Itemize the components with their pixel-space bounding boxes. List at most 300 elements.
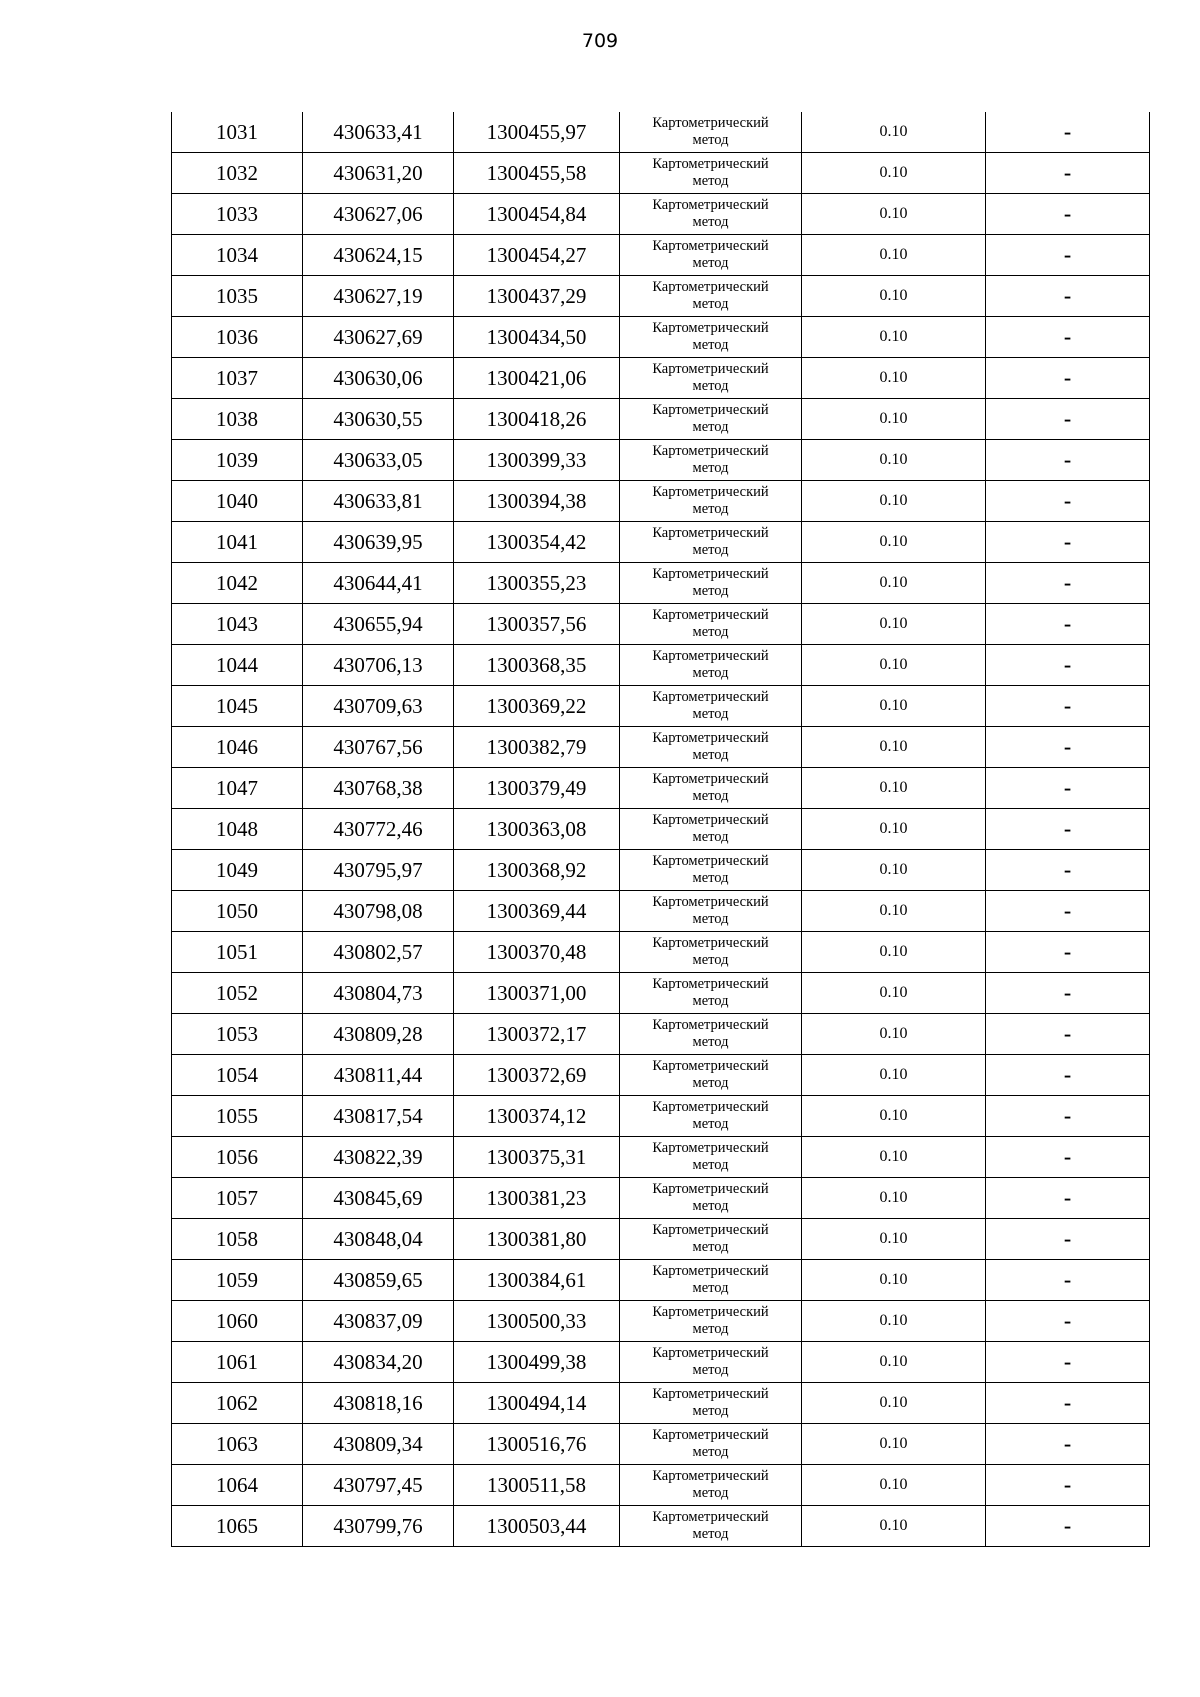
method-cell (620, 1137, 802, 1178)
point-number-cell: 1053 (172, 1014, 303, 1055)
point-number-cell: 1049 (172, 850, 303, 891)
x-coordinate-cell: 430633,41 (303, 112, 454, 153)
method-line-2: метод (692, 296, 729, 312)
y-coordinate-cell: 1300354,42 (454, 522, 620, 563)
method-line-1: Картометрический (652, 771, 769, 787)
point-number-cell: 1052 (172, 973, 303, 1014)
method-cell (620, 358, 802, 399)
table-row (172, 604, 1150, 645)
x-coordinate-cell: 430859,65 (303, 1260, 454, 1301)
y-coordinate-cell: 1300382,79 (454, 727, 620, 768)
point-number-cell: 1044 (172, 645, 303, 686)
note-cell: - (986, 1383, 1150, 1424)
table-row (172, 317, 1150, 358)
method-line-2: метод (692, 1239, 729, 1255)
method-line-1: Картометрический (652, 1427, 769, 1443)
x-coordinate-cell: 430848,04 (303, 1219, 454, 1260)
method-line-1: Картометрический (652, 1140, 769, 1156)
accuracy-cell: 0.10 (802, 1014, 986, 1055)
accuracy-cell: 0.10 (802, 1342, 986, 1383)
x-coordinate-cell: 430709,63 (303, 686, 454, 727)
x-coordinate-cell: 430630,55 (303, 399, 454, 440)
accuracy-cell: 0.10 (802, 1055, 986, 1096)
method-cell (620, 1178, 802, 1219)
method-cell (620, 1465, 802, 1506)
table-row (172, 563, 1150, 604)
method-line-2: метод (692, 706, 729, 722)
table-row (172, 686, 1150, 727)
table-row (172, 235, 1150, 276)
point-number-cell: 1039 (172, 440, 303, 481)
method-cell (620, 645, 802, 686)
table-row (172, 1096, 1150, 1137)
method-line-1: Картометрический (652, 1304, 769, 1320)
accuracy-cell: 0.10 (802, 358, 986, 399)
note-cell: - (986, 1055, 1150, 1096)
note-cell: - (986, 235, 1150, 276)
x-coordinate-cell: 430706,13 (303, 645, 454, 686)
y-coordinate-cell: 1300370,48 (454, 932, 620, 973)
method-cell (620, 563, 802, 604)
accuracy-cell: 0.10 (802, 522, 986, 563)
method-line-1: Картометрический (652, 156, 769, 172)
note-cell: - (986, 399, 1150, 440)
method-line-1: Картометрический (652, 1099, 769, 1115)
table-row (172, 1137, 1150, 1178)
x-coordinate-cell: 430767,56 (303, 727, 454, 768)
point-number-cell: 1047 (172, 768, 303, 809)
point-number-cell: 1051 (172, 932, 303, 973)
method-line-2: метод (692, 1485, 729, 1501)
accuracy-cell: 0.10 (802, 604, 986, 645)
note-cell: - (986, 932, 1150, 973)
method-line-2: метод (692, 1157, 729, 1173)
method-line-1: Картометрический (652, 197, 769, 213)
method-line-1: Картометрический (652, 607, 769, 623)
accuracy-cell: 0.10 (802, 1301, 986, 1342)
x-coordinate-cell: 430837,09 (303, 1301, 454, 1342)
accuracy-cell: 0.10 (802, 1219, 986, 1260)
method-line-2: метод (692, 747, 729, 763)
y-coordinate-cell: 1300516,76 (454, 1424, 620, 1465)
x-coordinate-cell: 430627,69 (303, 317, 454, 358)
y-coordinate-cell: 1300500,33 (454, 1301, 620, 1342)
note-cell: - (986, 768, 1150, 809)
x-coordinate-cell: 430795,97 (303, 850, 454, 891)
coordinates-table-body (172, 112, 1150, 1547)
y-coordinate-cell: 1300372,69 (454, 1055, 620, 1096)
accuracy-cell: 0.10 (802, 1465, 986, 1506)
method-line-1: Картометрический (652, 402, 769, 418)
y-coordinate-cell: 1300399,33 (454, 440, 620, 481)
method-line-1: Картометрический (652, 566, 769, 582)
y-coordinate-cell: 1300421,06 (454, 358, 620, 399)
method-line-1: Картометрический (652, 935, 769, 951)
table-row (172, 645, 1150, 686)
method-cell (620, 399, 802, 440)
accuracy-cell: 0.10 (802, 440, 986, 481)
x-coordinate-cell: 430822,39 (303, 1137, 454, 1178)
point-number-cell: 1059 (172, 1260, 303, 1301)
y-coordinate-cell: 1300418,26 (454, 399, 620, 440)
method-cell (620, 1014, 802, 1055)
y-coordinate-cell: 1300375,31 (454, 1137, 620, 1178)
point-number-cell: 1063 (172, 1424, 303, 1465)
note-cell: - (986, 1465, 1150, 1506)
accuracy-cell: 0.10 (802, 317, 986, 358)
method-line-1: Картометрический (652, 812, 769, 828)
method-line-1: Картометрический (652, 115, 769, 131)
y-coordinate-cell: 1300394,38 (454, 481, 620, 522)
note-cell: - (986, 112, 1150, 153)
table-row (172, 1055, 1150, 1096)
point-number-cell: 1057 (172, 1178, 303, 1219)
point-number-cell: 1046 (172, 727, 303, 768)
note-cell: - (986, 440, 1150, 481)
y-coordinate-cell: 1300499,38 (454, 1342, 620, 1383)
accuracy-cell: 0.10 (802, 850, 986, 891)
method-line-2: метод (692, 911, 729, 927)
table-row (172, 809, 1150, 850)
method-cell (620, 235, 802, 276)
y-coordinate-cell: 1300355,23 (454, 563, 620, 604)
table-row (172, 522, 1150, 563)
method-line-2: метод (692, 419, 729, 435)
y-coordinate-cell: 1300381,23 (454, 1178, 620, 1219)
method-line-1: Картометрический (652, 1263, 769, 1279)
note-cell: - (986, 317, 1150, 358)
method-cell (620, 1383, 802, 1424)
y-coordinate-cell: 1300503,44 (454, 1506, 620, 1547)
note-cell: - (986, 522, 1150, 563)
note-cell: - (986, 850, 1150, 891)
x-coordinate-cell: 430818,16 (303, 1383, 454, 1424)
method-line-2: метод (692, 1198, 729, 1214)
method-line-2: метод (692, 1034, 729, 1050)
x-coordinate-cell: 430772,46 (303, 809, 454, 850)
point-number-cell: 1040 (172, 481, 303, 522)
point-number-cell: 1056 (172, 1137, 303, 1178)
accuracy-cell: 0.10 (802, 932, 986, 973)
note-cell: - (986, 645, 1150, 686)
y-coordinate-cell: 1300454,84 (454, 194, 620, 235)
table-row (172, 1506, 1150, 1547)
table-row (172, 112, 1150, 153)
method-cell (620, 1260, 802, 1301)
accuracy-cell: 0.10 (802, 686, 986, 727)
table-row (172, 194, 1150, 235)
method-cell (620, 891, 802, 932)
method-line-1: Картометрический (652, 648, 769, 664)
table-row (172, 1424, 1150, 1465)
method-cell (620, 973, 802, 1014)
table-row (172, 1342, 1150, 1383)
method-line-2: метод (692, 214, 729, 230)
note-cell: - (986, 481, 1150, 522)
point-number-cell: 1033 (172, 194, 303, 235)
accuracy-cell: 0.10 (802, 194, 986, 235)
x-coordinate-cell: 430845,69 (303, 1178, 454, 1219)
y-coordinate-cell: 1300368,35 (454, 645, 620, 686)
y-coordinate-cell: 1300369,44 (454, 891, 620, 932)
accuracy-cell: 0.10 (802, 276, 986, 317)
method-line-2: метод (692, 993, 729, 1009)
y-coordinate-cell: 1300371,00 (454, 973, 620, 1014)
note-cell: - (986, 358, 1150, 399)
x-coordinate-cell: 430799,76 (303, 1506, 454, 1547)
table-row (172, 1014, 1150, 1055)
method-line-2: метод (692, 870, 729, 886)
point-number-cell: 1065 (172, 1506, 303, 1547)
y-coordinate-cell: 1300437,29 (454, 276, 620, 317)
y-coordinate-cell: 1300381,80 (454, 1219, 620, 1260)
method-line-1: Картометрический (652, 730, 769, 746)
note-cell: - (986, 1178, 1150, 1219)
method-cell (620, 768, 802, 809)
method-line-1: Картометрический (652, 853, 769, 869)
accuracy-cell: 0.10 (802, 973, 986, 1014)
note-cell: - (986, 153, 1150, 194)
method-cell (620, 686, 802, 727)
table-row (172, 153, 1150, 194)
method-line-2: метод (692, 1444, 729, 1460)
method-line-1: Картометрический (652, 894, 769, 910)
method-line-1: Картометрический (652, 443, 769, 459)
method-line-1: Картометрический (652, 1345, 769, 1361)
method-line-1: Картометрический (652, 1509, 769, 1525)
table-row (172, 399, 1150, 440)
note-cell: - (986, 1260, 1150, 1301)
x-coordinate-cell: 430768,38 (303, 768, 454, 809)
method-line-1: Картометрический (652, 1017, 769, 1033)
method-line-2: метод (692, 378, 729, 394)
y-coordinate-cell: 1300372,17 (454, 1014, 620, 1055)
x-coordinate-cell: 430797,45 (303, 1465, 454, 1506)
method-line-2: метод (692, 542, 729, 558)
x-coordinate-cell: 430811,44 (303, 1055, 454, 1096)
method-line-2: метод (692, 173, 729, 189)
accuracy-cell: 0.10 (802, 1260, 986, 1301)
accuracy-cell: 0.10 (802, 481, 986, 522)
accuracy-cell: 0.10 (802, 1178, 986, 1219)
point-number-cell: 1042 (172, 563, 303, 604)
accuracy-cell: 0.10 (802, 153, 986, 194)
accuracy-cell: 0.10 (802, 235, 986, 276)
method-cell (620, 1424, 802, 1465)
accuracy-cell: 0.10 (802, 645, 986, 686)
x-coordinate-cell: 430809,34 (303, 1424, 454, 1465)
y-coordinate-cell: 1300434,50 (454, 317, 620, 358)
x-coordinate-cell: 430630,06 (303, 358, 454, 399)
y-coordinate-cell: 1300455,97 (454, 112, 620, 153)
point-number-cell: 1055 (172, 1096, 303, 1137)
method-cell (620, 440, 802, 481)
point-number-cell: 1032 (172, 153, 303, 194)
accuracy-cell: 0.10 (802, 1424, 986, 1465)
method-line-2: метод (692, 501, 729, 517)
x-coordinate-cell: 430798,08 (303, 891, 454, 932)
method-line-1: Картометрический (652, 1222, 769, 1238)
point-number-cell: 1035 (172, 276, 303, 317)
note-cell: - (986, 727, 1150, 768)
x-coordinate-cell: 430639,95 (303, 522, 454, 563)
table-row (172, 1301, 1150, 1342)
point-number-cell: 1054 (172, 1055, 303, 1096)
accuracy-cell: 0.10 (802, 1096, 986, 1137)
point-number-cell: 1062 (172, 1383, 303, 1424)
method-line-1: Картометрический (652, 361, 769, 377)
x-coordinate-cell: 430804,73 (303, 973, 454, 1014)
accuracy-cell: 0.10 (802, 563, 986, 604)
note-cell: - (986, 1506, 1150, 1547)
note-cell: - (986, 809, 1150, 850)
method-line-2: метод (692, 1403, 729, 1419)
accuracy-cell: 0.10 (802, 112, 986, 153)
x-coordinate-cell: 430631,20 (303, 153, 454, 194)
note-cell: - (986, 1342, 1150, 1383)
method-line-1: Картометрический (652, 484, 769, 500)
note-cell: - (986, 973, 1150, 1014)
method-cell (620, 1301, 802, 1342)
note-cell: - (986, 276, 1150, 317)
x-coordinate-cell: 430809,28 (303, 1014, 454, 1055)
point-number-cell: 1061 (172, 1342, 303, 1383)
method-cell (620, 809, 802, 850)
note-cell: - (986, 1014, 1150, 1055)
table-row (172, 276, 1150, 317)
point-number-cell: 1060 (172, 1301, 303, 1342)
method-line-2: метод (692, 1321, 729, 1337)
method-line-2: метод (692, 952, 729, 968)
x-coordinate-cell: 430655,94 (303, 604, 454, 645)
table-row (172, 932, 1150, 973)
point-number-cell: 1048 (172, 809, 303, 850)
method-line-2: метод (692, 132, 729, 148)
method-cell (620, 153, 802, 194)
method-line-2: метод (692, 1526, 729, 1542)
method-line-2: метод (692, 1075, 729, 1091)
method-cell (620, 1055, 802, 1096)
y-coordinate-cell: 1300379,49 (454, 768, 620, 809)
y-coordinate-cell: 1300369,22 (454, 686, 620, 727)
note-cell: - (986, 604, 1150, 645)
point-number-cell: 1058 (172, 1219, 303, 1260)
method-cell (620, 1219, 802, 1260)
table-row (172, 891, 1150, 932)
y-coordinate-cell: 1300494,14 (454, 1383, 620, 1424)
method-line-1: Картометрический (652, 1386, 769, 1402)
note-cell: - (986, 1096, 1150, 1137)
method-line-2: метод (692, 624, 729, 640)
x-coordinate-cell: 430644,41 (303, 563, 454, 604)
coordinates-table (171, 112, 1150, 1547)
y-coordinate-cell: 1300363,08 (454, 809, 620, 850)
point-number-cell: 1037 (172, 358, 303, 399)
method-cell (620, 727, 802, 768)
note-cell: - (986, 563, 1150, 604)
point-number-cell: 1045 (172, 686, 303, 727)
point-number-cell: 1031 (172, 112, 303, 153)
x-coordinate-cell: 430633,05 (303, 440, 454, 481)
note-cell: - (986, 1137, 1150, 1178)
y-coordinate-cell: 1300368,92 (454, 850, 620, 891)
method-cell (620, 276, 802, 317)
method-cell (620, 522, 802, 563)
method-cell (620, 194, 802, 235)
point-number-cell: 1064 (172, 1465, 303, 1506)
accuracy-cell: 0.10 (802, 1137, 986, 1178)
point-number-cell: 1050 (172, 891, 303, 932)
table-row (172, 358, 1150, 399)
table-row (172, 768, 1150, 809)
y-coordinate-cell: 1300511,58 (454, 1465, 620, 1506)
point-number-cell: 1041 (172, 522, 303, 563)
method-line-1: Картометрический (652, 1468, 769, 1484)
method-line-2: метод (692, 665, 729, 681)
x-coordinate-cell: 430627,19 (303, 276, 454, 317)
method-line-1: Картометрический (652, 1058, 769, 1074)
y-coordinate-cell: 1300374,12 (454, 1096, 620, 1137)
method-cell (620, 317, 802, 358)
note-cell: - (986, 891, 1150, 932)
x-coordinate-cell: 430627,06 (303, 194, 454, 235)
table-row (172, 850, 1150, 891)
accuracy-cell: 0.10 (802, 891, 986, 932)
y-coordinate-cell: 1300454,27 (454, 235, 620, 276)
method-line-2: метод (692, 1116, 729, 1132)
accuracy-cell: 0.10 (802, 399, 986, 440)
point-number-cell: 1036 (172, 317, 303, 358)
page-number: 709 (581, 30, 619, 52)
method-cell (620, 604, 802, 645)
method-line-1: Картометрический (652, 1181, 769, 1197)
table-row (172, 973, 1150, 1014)
accuracy-cell: 0.10 (802, 809, 986, 850)
method-line-1: Картометрический (652, 279, 769, 295)
point-number-cell: 1038 (172, 399, 303, 440)
note-cell: - (986, 686, 1150, 727)
method-cell (620, 1342, 802, 1383)
x-coordinate-cell: 430633,81 (303, 481, 454, 522)
x-coordinate-cell: 430624,15 (303, 235, 454, 276)
method-line-1: Картометрический (652, 976, 769, 992)
note-cell: - (986, 194, 1150, 235)
method-line-2: метод (692, 788, 729, 804)
x-coordinate-cell: 430834,20 (303, 1342, 454, 1383)
y-coordinate-cell: 1300455,58 (454, 153, 620, 194)
table-row (172, 1465, 1150, 1506)
accuracy-cell: 0.10 (802, 1506, 986, 1547)
note-cell: - (986, 1219, 1150, 1260)
method-cell (620, 932, 802, 973)
method-cell (620, 850, 802, 891)
table-row (172, 440, 1150, 481)
method-line-2: метод (692, 1280, 729, 1296)
y-coordinate-cell: 1300384,61 (454, 1260, 620, 1301)
method-line-2: метод (692, 255, 729, 271)
accuracy-cell: 0.10 (802, 768, 986, 809)
table-row (172, 727, 1150, 768)
note-cell: - (986, 1424, 1150, 1465)
method-line-2: метод (692, 829, 729, 845)
table-row (172, 1219, 1150, 1260)
method-line-1: Картометрический (652, 525, 769, 541)
point-number-cell: 1034 (172, 235, 303, 276)
method-line-2: метод (692, 337, 729, 353)
method-line-2: метод (692, 460, 729, 476)
x-coordinate-cell: 430802,57 (303, 932, 454, 973)
table-row (172, 1383, 1150, 1424)
